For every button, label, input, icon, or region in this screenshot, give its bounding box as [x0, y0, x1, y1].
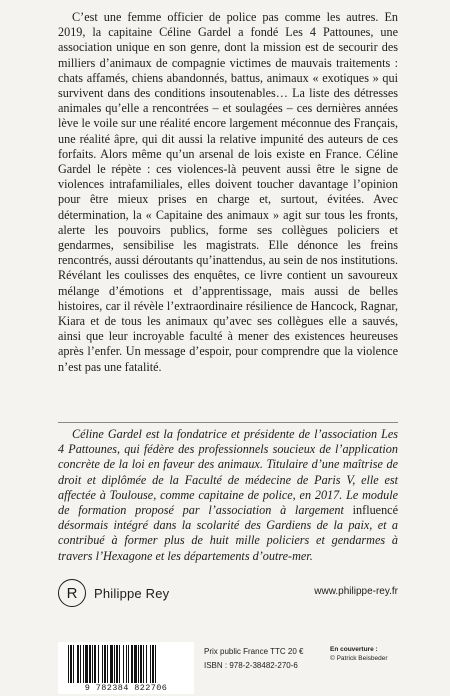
- cover-credit-value: © Patrick Beisbeder: [330, 655, 388, 662]
- bio-text-part-1: Céline Gardel est la fondatrice et présidente de l’association Les 4 Pattounes, qui fédère des professionnels soucieux de l’application concrète de la loi en faveur des animaux. Titulaire d’une maîtrise de droit et diplômée de la Faculté de médecine de Paris V, elle est affectée à Toulouse, comme capitaine de police, en 2017. Le module de formation proposé par l’association à largement: [58, 427, 398, 518]
- bio-paragraph: [58, 427, 398, 564]
- publisher-logo: [58, 578, 169, 608]
- barcode-bar: [107, 645, 108, 683]
- bio-text-part-2: désormais intégré dans la scolarité des Gardiens de la paix, et a contribué à former plus de huit mille policiers et gendarmes à travers l’Hexagone et les départements d’outre-mer.: [58, 518, 398, 563]
- barcode-bar: [146, 645, 147, 683]
- publisher-website: www.philippe-rey.fr: [314, 586, 398, 597]
- isbn-text: ISBN : 978-2-38482-270-6: [204, 661, 298, 670]
- barcode-bar: [140, 645, 142, 683]
- barcode-bar: [134, 645, 137, 683]
- barcode-bar: [123, 645, 124, 683]
- cover-credit-label: En couverture :: [330, 646, 378, 653]
- barcode-bar: [126, 645, 127, 683]
- cover-credit: [330, 645, 388, 663]
- back-cover-blurb: [58, 10, 398, 375]
- section-divider: [58, 422, 398, 423]
- publisher-logo-icon: R: [58, 579, 86, 607]
- price-text: Prix public France TTC 20 €: [204, 647, 304, 656]
- barcode-digits: 9 782384 822706: [84, 683, 168, 693]
- barcode-bar: [85, 645, 88, 683]
- isbn-barcode: [58, 642, 194, 694]
- barcode-bar: [89, 645, 91, 683]
- barcode-bar: [131, 645, 133, 683]
- barcode-bar: [70, 645, 72, 683]
- barcode-bar: [152, 645, 154, 683]
- barcode-bar: [114, 645, 115, 683]
- publisher-name: Philippe Rey: [94, 585, 170, 601]
- barcode-bar: [68, 645, 69, 683]
- barcode-bar: [92, 645, 93, 683]
- barcode-bar: [102, 645, 103, 683]
- barcode-bar: [116, 645, 118, 683]
- barcode-bar: [104, 645, 106, 683]
- barcode-bar: [150, 645, 151, 683]
- barcode-bar: [98, 645, 99, 683]
- barcode-bar: [110, 645, 113, 683]
- blurb-paragraph: C’est une femme officier de police pas comme les autres. En 2019, la capitaine Céline Gardel a fondé Les 4 Pattounes, une association unique en son genre, dont la mission est de secourir des milliers d’animaux de compagnie victimes de mauvais traitements : chats affamés, chiens abandonnés, battus, animaux « exotiques » qui survivent dans des conditions insoutenables… La liste des détresses animales qu’elle a rencontrées – et soulagées – ces dernières années lève le voile sur une réalité encore largement méconnue des Français, une réalité âpre, qui dit aussi la relative impunité des auteurs de ces forfaits. Alors même qu’un arsenal de lois existe en France. Céline Gardel le répète : ces violences-là peuvent aussi être le signe de violences intrafamiliales, elles doivent toucher davantage l’opinion pour être mieux prises en charge et, surtout, évitées. Avec détermination, la « Capitaine des animaux » agit sur tous les fronts, alerte les pouvoirs publics, forme ses collègues policiers et gendarmes, sensibilise les magistrats. Elle dénonce les freins rencontrés, aussi déroutants qu’inattendus, au sein de nos institutions. Révélant les coulisses des enquêtes, ce livre contient un savoureux mélange d’émotions et d’apprentissage, mais aussi de belles histoires, car il révèle l’extraordinaire résilience de Hancock, Ragnar, Kiara et de tous les animaux qu’avec ses collègues elle a sauvés, ainsi que leur incroyable faculté à mener des existences heureuses après l’enfer. Un message d’espoir, pour comprendre que la violence n’est pas une fatalité.: [58, 10, 398, 374]
- barcode-bar: [83, 645, 84, 683]
- barcode-bar: [80, 645, 81, 683]
- barcode-bar: [73, 645, 74, 683]
- barcode-bar: [155, 645, 156, 683]
- barcode-bar: [128, 645, 129, 683]
- barcode-bar: [138, 645, 139, 683]
- barcode-bar: [119, 645, 120, 683]
- author-bio: [58, 427, 398, 564]
- barcode-bar: [94, 645, 96, 683]
- price-block: [204, 645, 303, 673]
- barcode-bar: [143, 645, 144, 683]
- bio-text-upright: influencé: [352, 503, 398, 518]
- barcode-bar: [77, 645, 79, 683]
- barcode-bars: [68, 645, 184, 683]
